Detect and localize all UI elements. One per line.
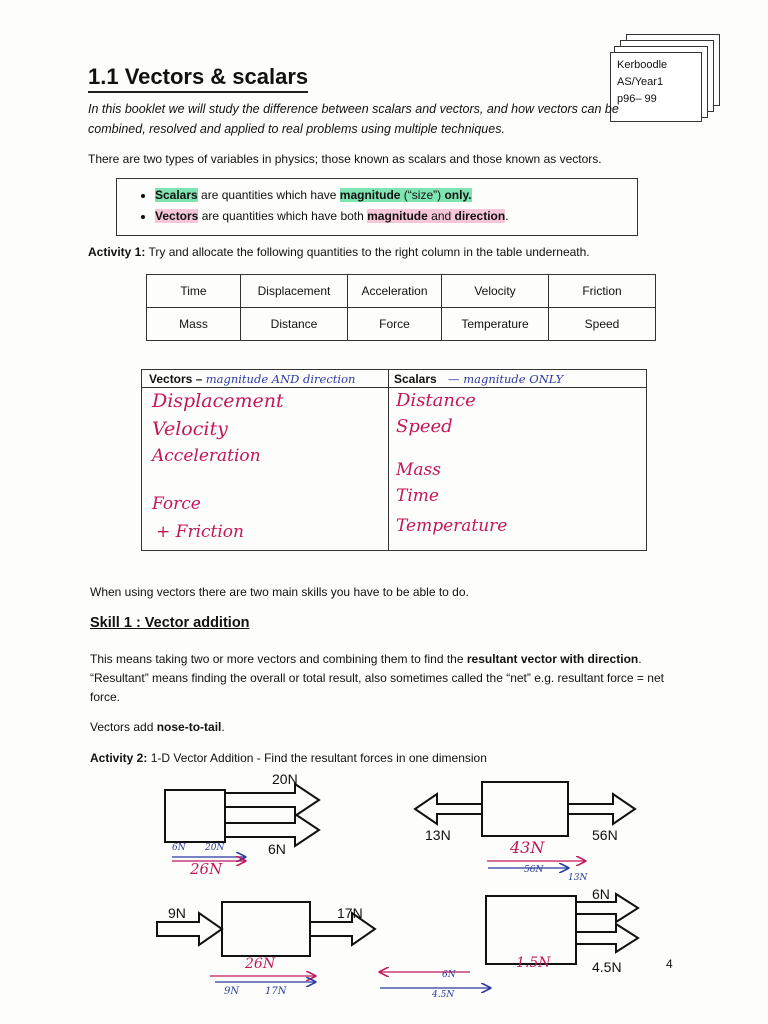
answer-label: 43N [510, 838, 545, 857]
scalars-header: Scalars — magnitude ONLY [394, 372, 564, 386]
intro-text: In this booklet we will study the difference between scalars and vectors, and how vectors can be combined, resolved and applied to real problems using multiple techniques. [88, 102, 619, 136]
force-label: 6N [592, 886, 610, 902]
quantity-cell: Temperature [442, 308, 549, 341]
quantity-cell: Force [348, 308, 442, 341]
quantity-cell: Acceleration [348, 275, 442, 308]
kerboodle-line: Kerboodle [617, 59, 668, 71]
definition-box [116, 178, 638, 236]
kerboodle-line: AS/Year1 [617, 76, 664, 88]
force-label: 6N [268, 841, 286, 857]
force-label: 4.5N [592, 959, 622, 975]
types-text: There are two types of variables in physics; those known as scalars and those known as vectors. [88, 152, 602, 166]
scalar-definition: • Scalars are quantities which have magnitude (“size”) only. [155, 185, 637, 206]
hand-label: 17N [265, 986, 287, 997]
hand-label: 9N [224, 986, 240, 997]
scalar-answer: Temperature [396, 516, 508, 536]
skills-text: When using vectors there are two main skills you have to be able to do. [90, 585, 469, 599]
hand-label: 13N [568, 873, 588, 883]
kerboodle-line: p96– 99 [617, 93, 657, 105]
activity2: Activity 2: 1-D Vector Addition - Find the resultant forces in one dimension [90, 751, 487, 765]
answer-label: 26N [190, 860, 223, 878]
hand-label: 4.5N [432, 990, 455, 1000]
answer-label: 1.5N [516, 955, 551, 971]
object-box [486, 896, 576, 964]
force-arrow [225, 784, 319, 816]
scalar-answer: Time [396, 486, 439, 506]
nose-to-tail-text: Vectors add nose-to-tail. [90, 720, 225, 734]
force-arrow [576, 924, 638, 952]
vector-answer: Force [152, 494, 201, 514]
vector-answer: + Friction [156, 522, 244, 542]
scalar-answer: Mass [396, 460, 441, 480]
scalar-answer: Speed [396, 416, 453, 437]
force-label: 56N [592, 827, 618, 843]
object-box [165, 790, 225, 842]
force-label: 13N [425, 827, 451, 843]
skill1-heading: Skill 1 : Vector addition [90, 615, 250, 631]
vectors-scalars-table [141, 369, 647, 551]
quantity-cell: Velocity [442, 275, 549, 308]
object-box [482, 782, 568, 836]
vector-definition: • Vectors are quantities which have both magnitude and direction. [155, 206, 637, 227]
scalar-answer: Distance [396, 390, 476, 411]
vector-answer: Acceleration [152, 446, 261, 466]
force-diagrams [0, 770, 768, 1024]
skill1-text: This means taking two or more vectors and combining them to find the resultant vector with direction. “Resultant” means finding the overall or total result, also sometimes called the “net” e.g. resultant force = net force. [90, 652, 664, 704]
hand-label: 6N [442, 970, 456, 980]
quantity-cell: Friction [549, 275, 656, 308]
quantities-table [146, 274, 656, 341]
page-title: 1.1 Vectors & scalars [88, 64, 308, 93]
quantity-cell: Distance [241, 308, 348, 341]
object-box [222, 902, 310, 956]
quantity-cell: Speed [549, 308, 656, 341]
force-label: 9N [168, 905, 186, 921]
vector-answer: Velocity [152, 418, 228, 440]
quantity-cell: Time [147, 275, 241, 308]
hand-label: 20N [205, 843, 225, 853]
page-number: 4 [666, 957, 673, 971]
force-label: 17N [337, 905, 363, 921]
force-label: 20N [272, 771, 298, 787]
hand-label: 6N [172, 843, 186, 853]
quantity-cell: Mass [147, 308, 241, 341]
force-arrow [415, 794, 482, 824]
vectors-header: Vectors – magnitude AND direction [149, 372, 356, 386]
hand-label: 56N [524, 865, 544, 875]
force-arrow [157, 913, 222, 945]
answer-label: 26N [245, 956, 276, 972]
activity1: Activity 1: Try and allocate the following quantities to the right column in the table underneath. [88, 245, 590, 259]
quantity-cell: Displacement [241, 275, 348, 308]
vector-answer: Displacement [152, 390, 284, 412]
force-arrow [568, 794, 635, 824]
